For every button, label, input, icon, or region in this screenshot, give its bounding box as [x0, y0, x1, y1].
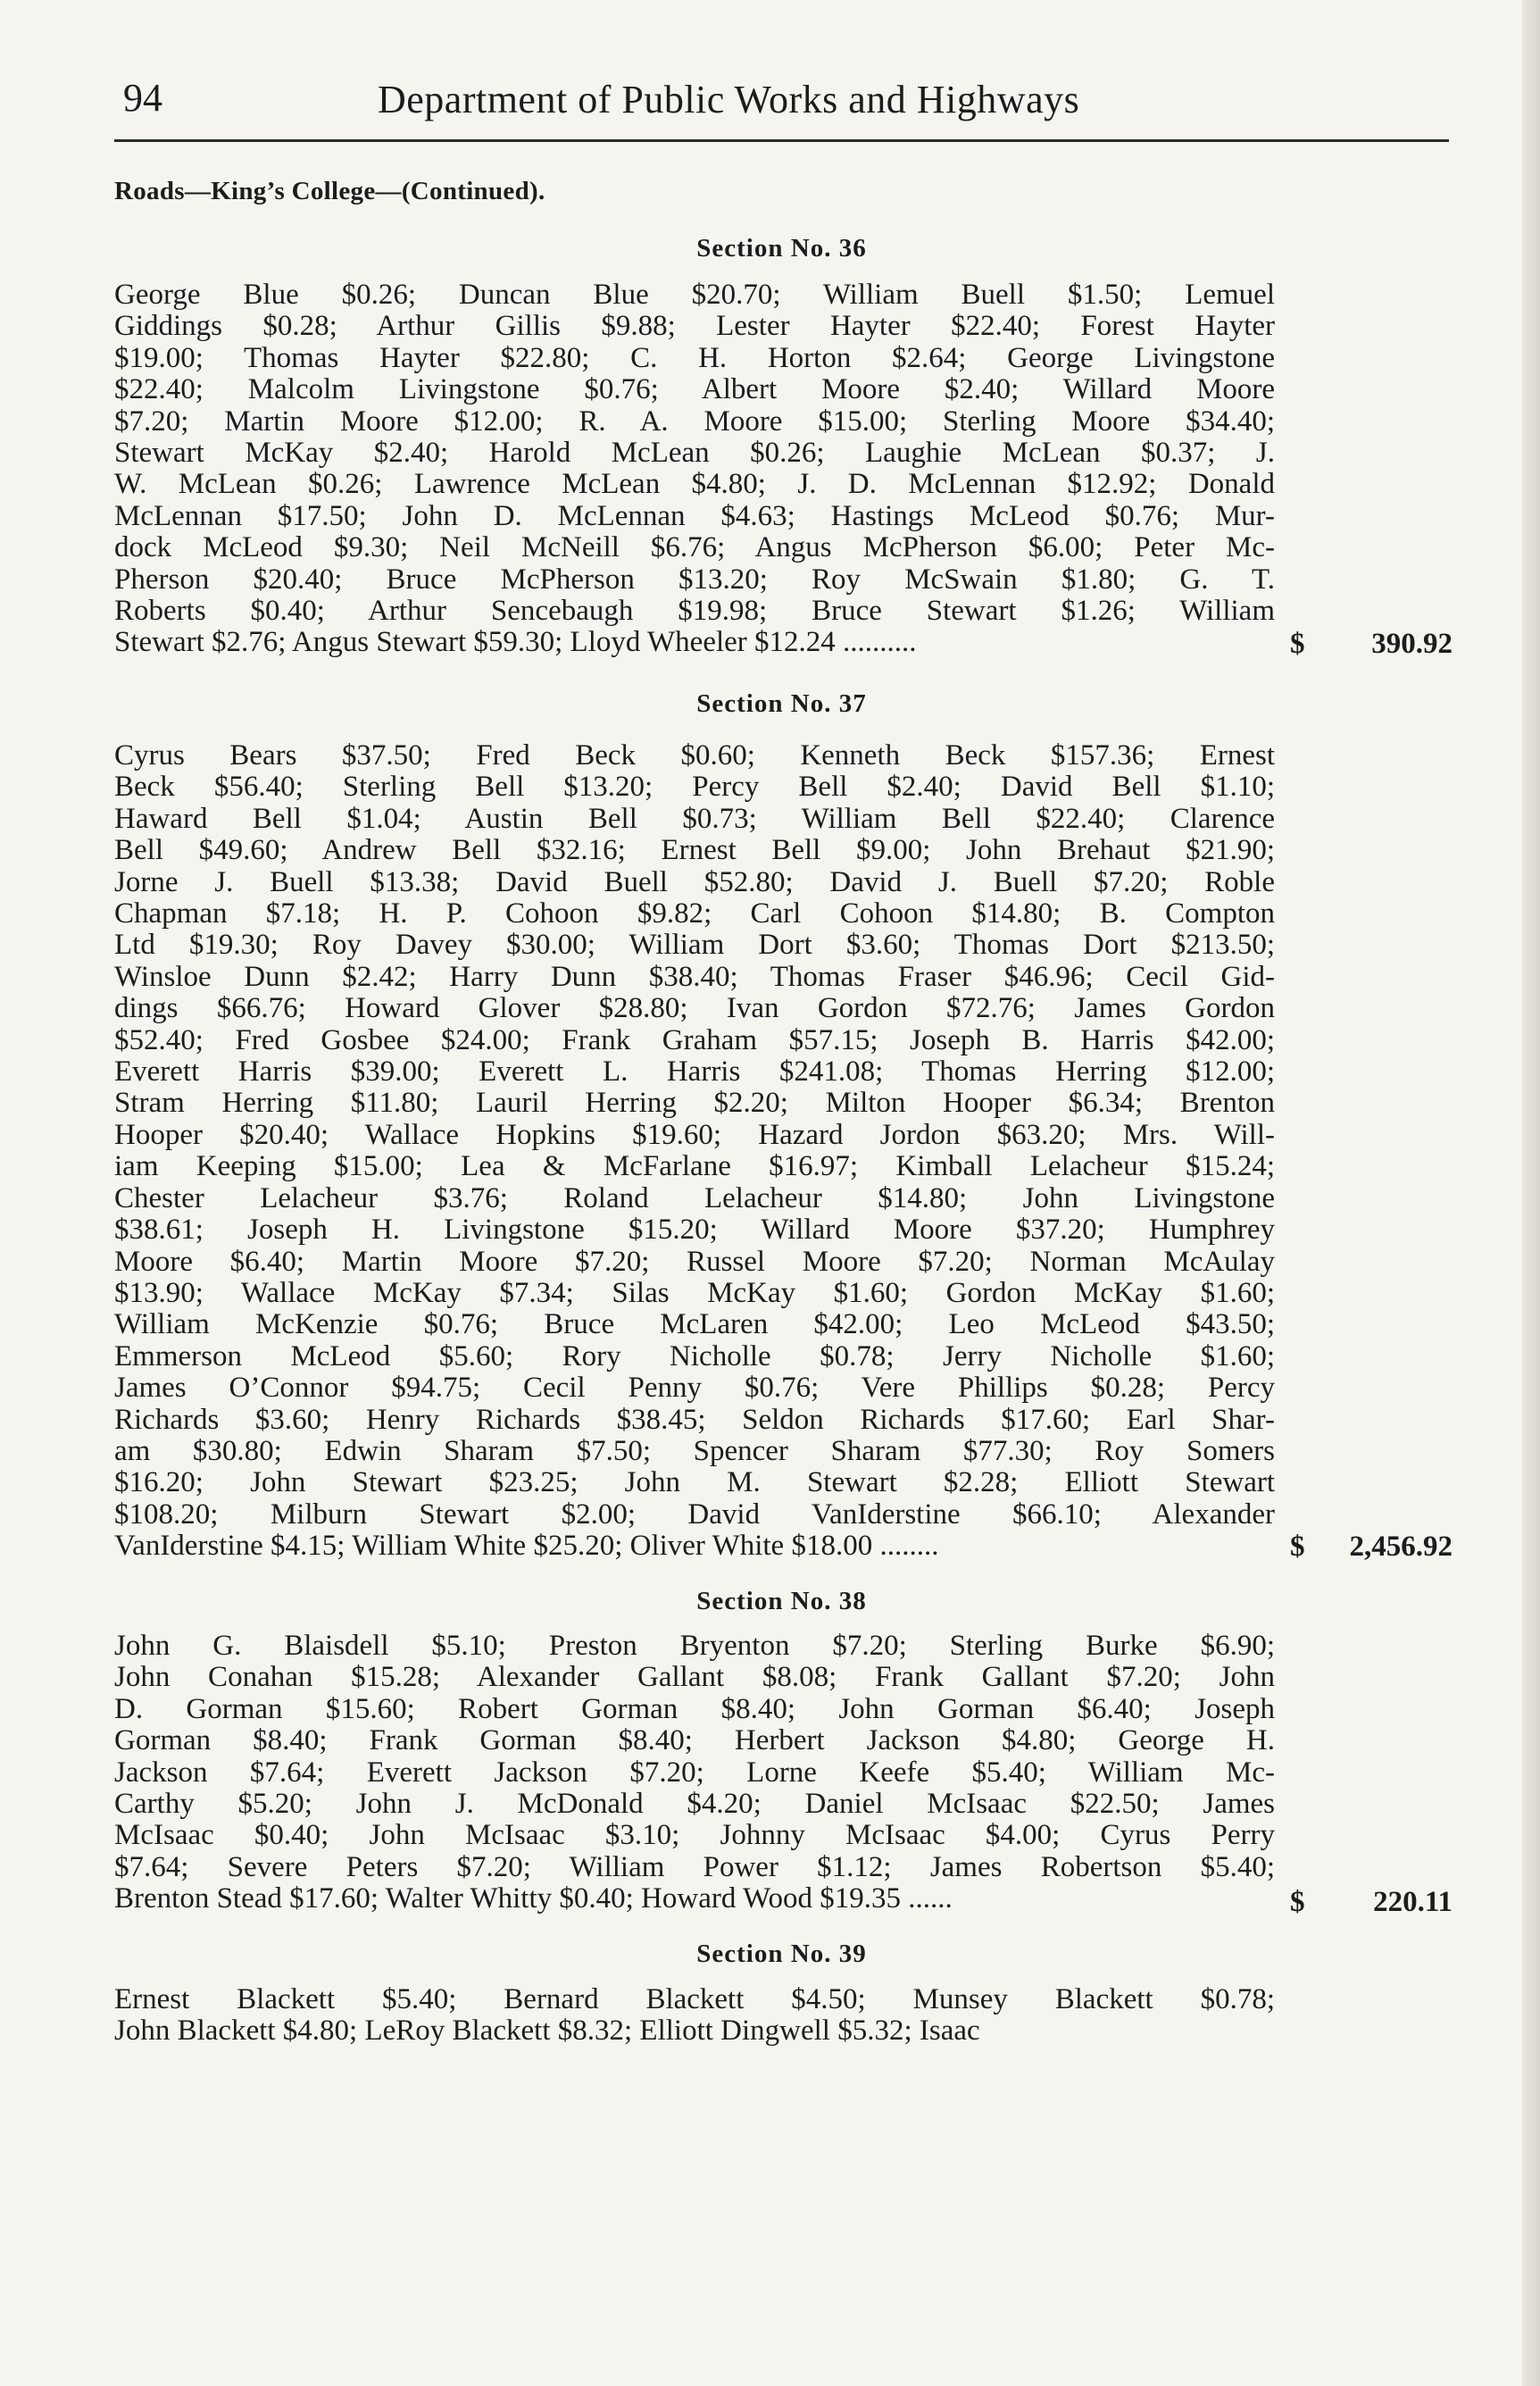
paragraph-line: dock McLeod $9.30; Neil McNeill $6.76; Angus McPherson $6.00; Peter Mc- [114, 531, 1275, 564]
paragraph-line: $38.61; Joseph H. Livingstone $15.20; Willard Moore $37.20; Humphrey [114, 1214, 1275, 1247]
paragraph-line: iam Keeping $15.00; Lea & McFarlane $16.97; Kimball Lelacheur $15.24; [114, 1150, 1275, 1183]
paragraph-line: John Blackett $4.80; LeRoy Blackett $8.32; Elliott Dingwell $5.32; Isaac [114, 2015, 980, 2048]
paragraph-line: Chester Lelacheur $3.76; Roland Lelacheur $14.80; John Livingstone [114, 1181, 1275, 1214]
paragraph-line: Chapman $7.18; H. P. Cohoon $9.82; Carl Cohoon $14.80; B. Compton [114, 897, 1275, 930]
section-heading: Section No. 37 [696, 689, 867, 718]
section-total [1290, 628, 1453, 661]
section-heading: Section No. 38 [696, 1587, 867, 1615]
paragraph-line: Beck $56.40; Sterling Bell $13.20; Percy Bell $2.40; David Bell $1.10; [114, 771, 1275, 804]
section-paragraph [114, 740, 1275, 1563]
paragraph-line: $108.20; Milburn Stewart $2.00; David VanIderstine $66.10; Alexander [114, 1498, 1275, 1531]
paragraph-line: $19.00; Thomas Hayter $22.80; C. H. Horton $2.64; George Livingstone [114, 341, 1275, 374]
paragraph-line: Haward Bell $1.04; Austin Bell $0.73; William Bell $22.40; Clarence [114, 802, 1275, 835]
subject-heading: Roads—King’s College—(Continued). [114, 177, 545, 205]
page-number: 94 [123, 76, 162, 120]
paragraph-line: $16.20; John Stewart $23.25; John M. Stewart $2.28; Elliott Stewart [114, 1466, 1275, 1499]
paragraph-line: John G. Blaisdell $5.10; Preston Bryenton $7.20; Sterling Burke $6.90; [114, 1630, 1275, 1662]
paragraph-line: $22.40; Malcolm Livingstone $0.76; Albert Moore $2.40; Willard Moore [114, 373, 1275, 406]
page-edge-shadow [1522, 0, 1540, 2386]
total-currency: $ [1290, 628, 1305, 660]
section-total [1290, 1886, 1453, 1919]
paragraph-line: McLennan $17.50; John D. McLennan $4.63; Hastings McLeod $0.76; Mur- [114, 499, 1275, 532]
total-currency: $ [1290, 1886, 1305, 1918]
total-amount: 220.11 [1373, 1886, 1453, 1918]
paragraph-line: $13.90; Wallace McKay $7.34; Silas McKay $1.60; Gordon McKay $1.60; [114, 1276, 1275, 1309]
paragraph-line: Jackson $7.64; Everett Jackson $7.20; Lorne Keefe $5.40; William Mc- [114, 1756, 1275, 1789]
paragraph-line: $7.20; Martin Moore $12.00; R. A. Moore $15.00; Sterling Moore $34.40; [114, 405, 1275, 438]
paragraph-line: Emmerson McLeod $5.60; Rory Nicholle $0.78; Jerry Nicholle $1.60; [114, 1339, 1275, 1372]
paragraph-line: Gorman $8.40; Frank Gorman $8.40; Herbert Jackson $4.80; George H. [114, 1724, 1275, 1757]
paragraph-line: John Conahan $15.28; Alexander Gallant $8.08; Frank Gallant $7.20; John [114, 1661, 1275, 1694]
paragraph-line: Cyrus Bears $37.50; Fred Beck $0.60; Kenneth Beck $157.36; Ernest [114, 739, 1275, 772]
paragraph-line: George Blue $0.26; Duncan Blue $20.70; William Buell $1.50; Lemuel [114, 279, 1275, 311]
paragraph-line: dings $66.76; Howard Glover $28.80; Ivan Gordon $72.76; James Gordon [114, 992, 1275, 1025]
paragraph-line: Stewart McKay $2.40; Harold McLean $0.26; Laughie McLean $0.37; J. [114, 437, 1275, 470]
paragraph-line: Stram Herring $11.80; Lauril Herring $2.20; Milton Hooper $6.34; Brenton [114, 1087, 1275, 1120]
paragraph-line: Brenton Stead $17.60; Walter Whitty $0.40; Howard Wood $19.35 ...... [114, 1882, 953, 1915]
header-rule [114, 139, 1449, 142]
paragraph-line: Giddings $0.28; Arthur Gillis $9.88; Lester Hayter $22.40; Forest Hayter [114, 310, 1275, 343]
paragraph-line: Richards $3.60; Henry Richards $38.45; Seldon Richards $17.60; Earl Shar- [114, 1403, 1275, 1436]
paragraph-line: W. McLean $0.26; Lawrence McLean $4.80; J. D. McLennan $12.92; Donald [114, 468, 1275, 501]
paragraph-line: Ltd $19.30; Roy Davey $30.00; William Dort $3.60; Thomas Dort $213.50; [114, 929, 1275, 962]
paragraph-line: James O’Connor $94.75; Cecil Penny $0.76; Vere Phillips $0.28; Percy [114, 1372, 1275, 1405]
section-heading: Section No. 39 [696, 1940, 867, 1968]
paragraph-line: Everett Harris $39.00; Everett L. Harris $241.08; Thomas Herring $12.00; [114, 1055, 1275, 1089]
page-header [114, 73, 1449, 136]
paragraph-line: William McKenzie $0.76; Bruce McLaren $42.00; Leo McLeod $43.50; [114, 1308, 1275, 1341]
section-paragraph [114, 1984, 1275, 2048]
paragraph-line: $7.64; Severe Peters $7.20; William Power $1.12; James Robertson $5.40; [114, 1850, 1275, 1883]
total-currency: $ [1290, 1531, 1305, 1563]
paragraph-line: Winsloe Dunn $2.42; Harry Dunn $38.40; Thomas Fraser $46.96; Cecil Gid- [114, 960, 1275, 993]
total-amount: 390.92 [1371, 628, 1453, 660]
paragraph-line: VanIderstine $4.15; William White $25.20; Oliver White $18.00 ........ [114, 1530, 939, 1563]
paragraph-line: Hooper $20.40; Wallace Hopkins $19.60; Hazard Jordon $63.20; Mrs. Will- [114, 1118, 1275, 1151]
paragraph-line: McIsaac $0.40; John McIsaac $3.10; Johnny McIsaac $4.00; Cyrus Perry [114, 1819, 1275, 1852]
section-total [1290, 1531, 1453, 1564]
paragraph-line: D. Gorman $15.60; Robert Gorman $8.40; John Gorman $6.40; Joseph [114, 1692, 1275, 1725]
paragraph-line: $52.40; Fred Gosbee $24.00; Frank Graham $57.15; Joseph B. Harris $42.00; [114, 1023, 1275, 1056]
paragraph-line: Carthy $5.20; John J. McDonald $4.20; Daniel McIsaac $22.50; James [114, 1788, 1275, 1821]
section-paragraph [114, 1631, 1275, 1915]
paragraph-line: Roberts $0.40; Arthur Sencebaugh $19.98; Bruce Stewart $1.26; William [114, 595, 1275, 628]
paragraph-line: Stewart $2.76; Angus Stewart $59.30; Lloyd Wheeler $12.24 .......... [114, 626, 917, 659]
paragraph-line: am $30.80; Edwin Sharam $7.50; Spencer Sharam $77.30; Roy Somers [114, 1434, 1275, 1467]
paragraph-line: Ernest Blackett $5.40; Bernard Blackett $4.50; Munsey Blackett $0.78; [114, 1983, 1275, 2015]
section-heading: Section No. 36 [696, 234, 867, 263]
paragraph-line: Jorne J. Buell $13.38; David Buell $52.80; David J. Buell $7.20; Roble [114, 865, 1275, 898]
total-amount: 2,456.92 [1349, 1531, 1453, 1563]
paragraph-line: Moore $6.40; Martin Moore $7.20; Russel Moore $7.20; Norman McAulay [114, 1245, 1275, 1278]
running-title: Department of Public Works and Highways [378, 78, 1080, 121]
paragraph-line: Bell $49.60; Andrew Bell $32.16; Ernest Bell $9.00; John Brehaut $21.90; [114, 834, 1275, 867]
section-paragraph [114, 279, 1275, 659]
paragraph-line: Pherson $20.40; Bruce McPherson $13.20; Roy McSwain $1.80; G. T. [114, 563, 1275, 596]
